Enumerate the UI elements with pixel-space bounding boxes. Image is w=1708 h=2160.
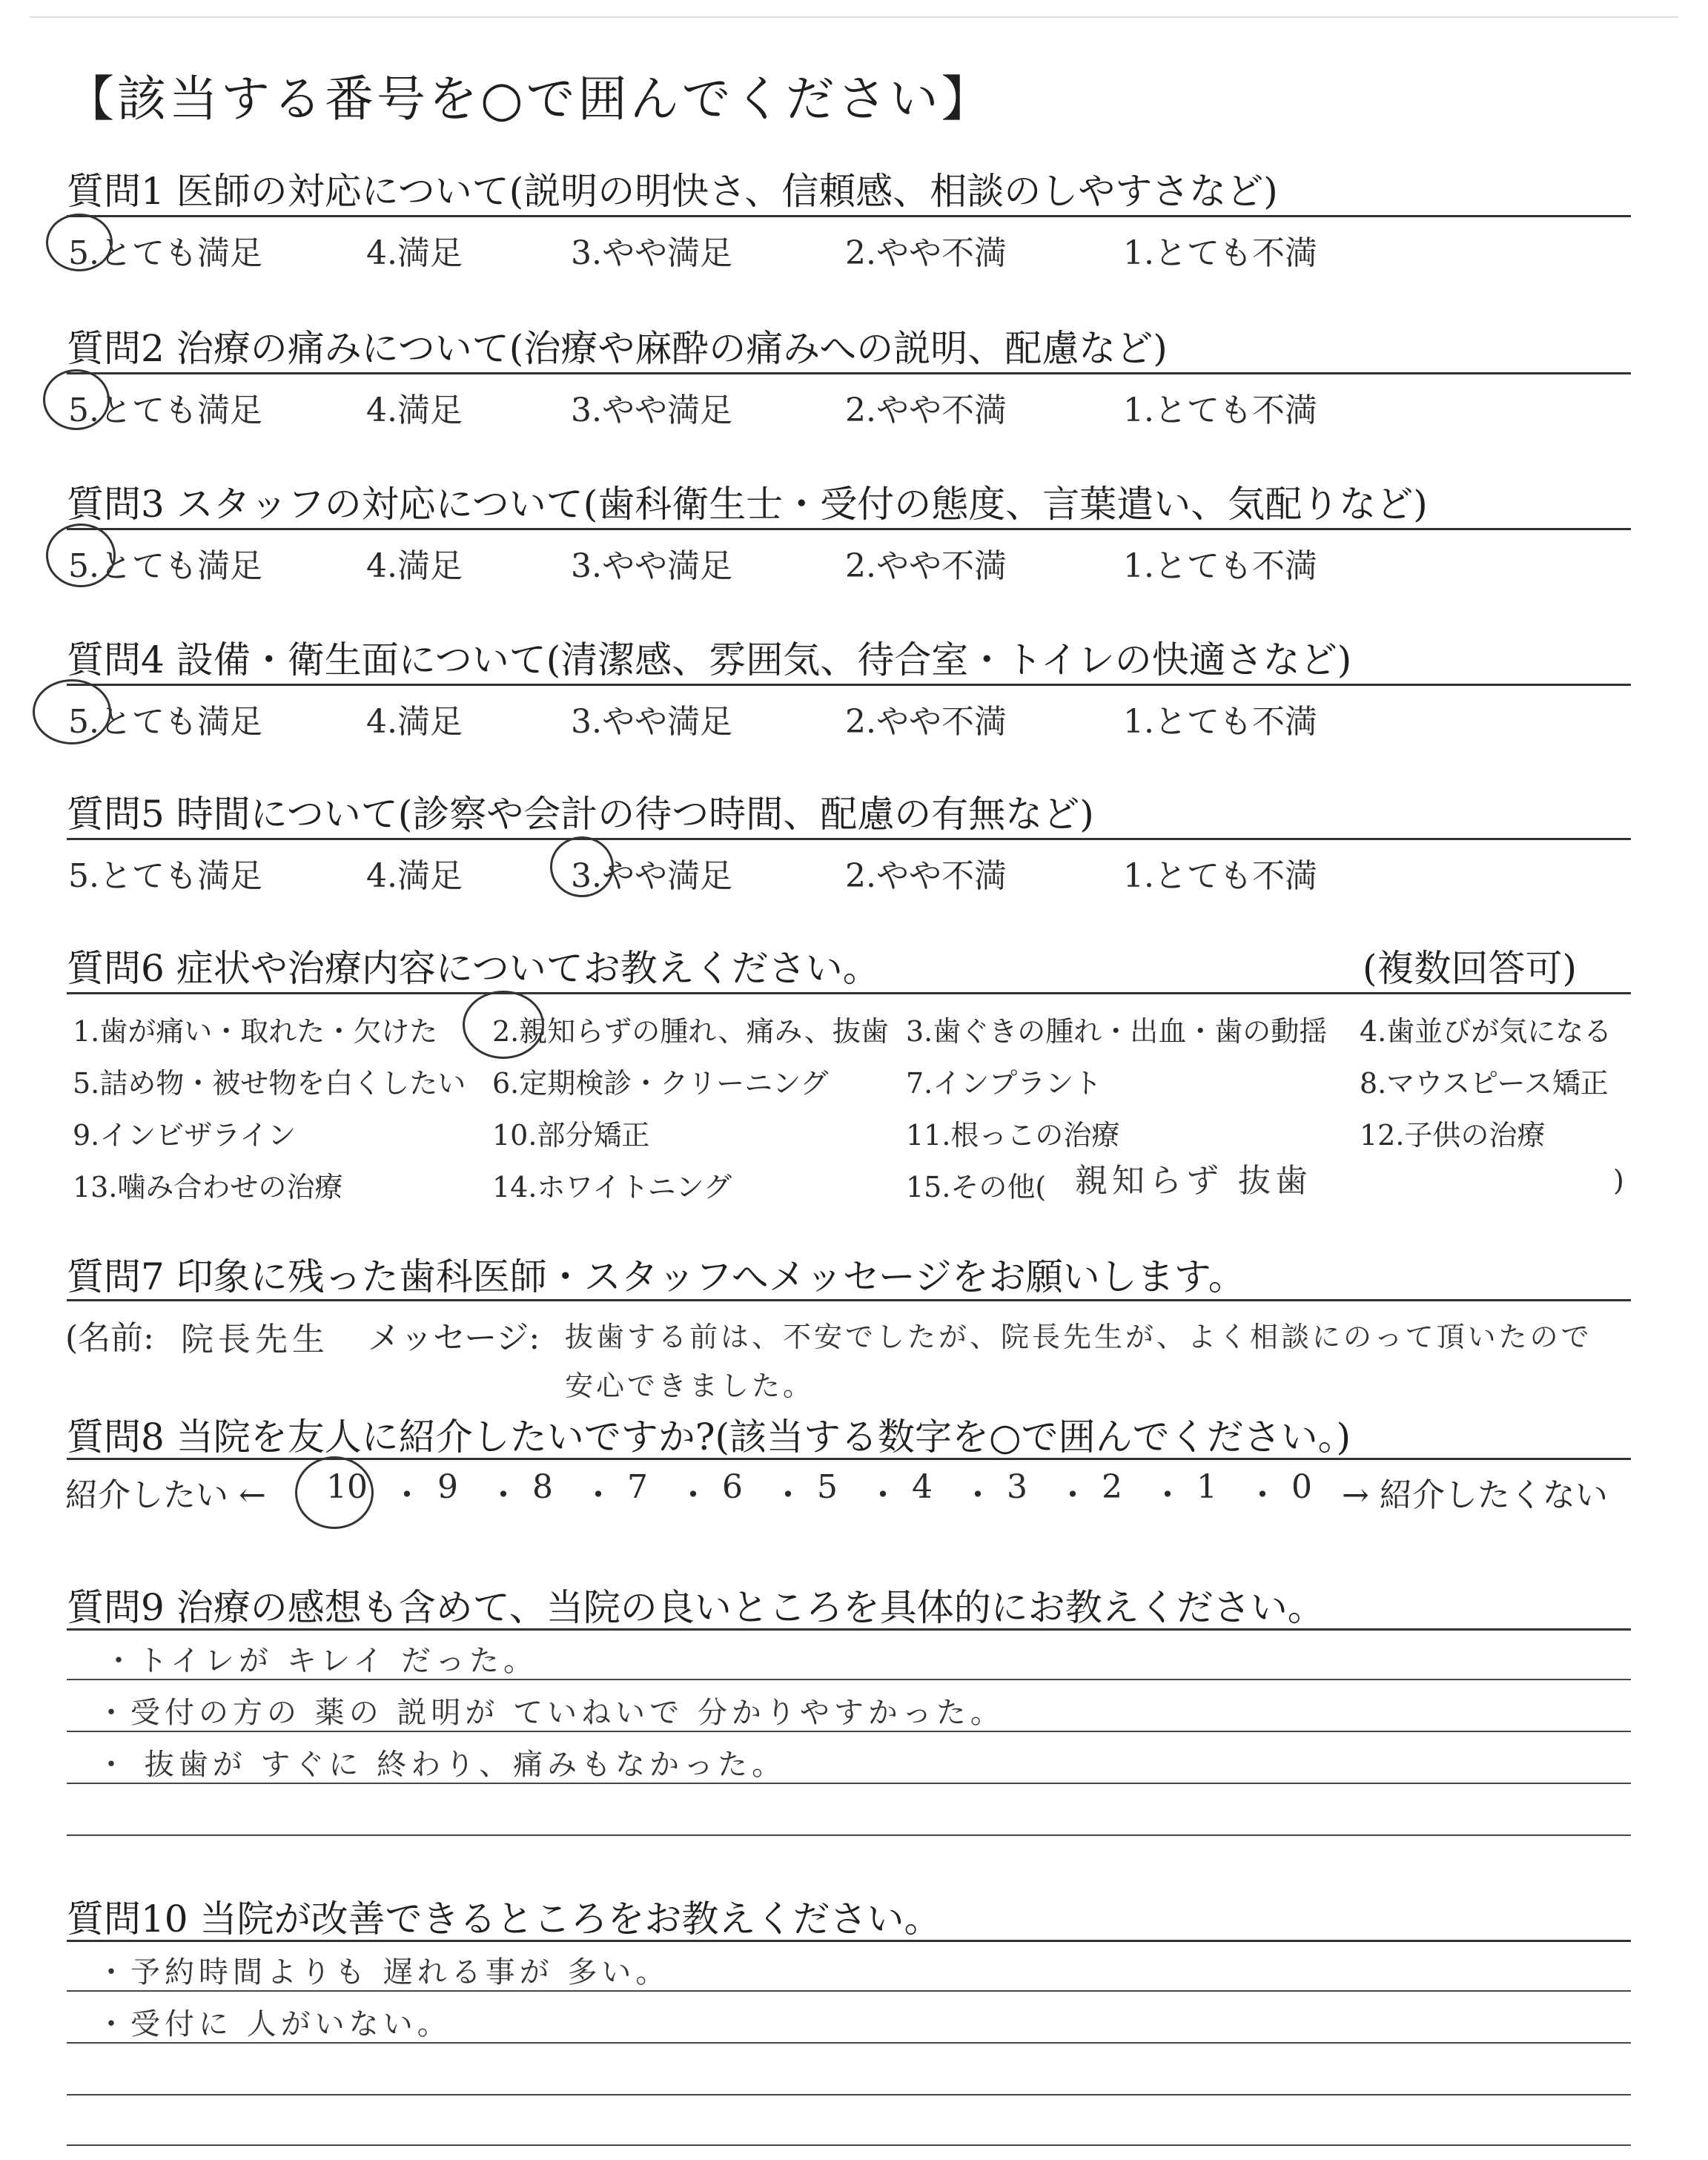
q6-other-close-paren: ) xyxy=(1613,1164,1624,1197)
q6-option-9[interactable]: 9.インビザライン xyxy=(73,1119,297,1152)
question-8-label: 質問8 当院を友人に紹介したいですか?(該当する数字を○で囲んでください。) xyxy=(67,1416,1351,1459)
q6-option-2[interactable]: 2.親知らずの腫れ、痛み、抜歯 xyxy=(492,1015,889,1048)
question-10-label: 質問10 当院が改善できるところをお教えください。 xyxy=(67,1898,941,1941)
q3-option-3[interactable]: 3.やや満足 xyxy=(571,547,732,585)
q5-option-4[interactable]: 4.満足 xyxy=(366,857,463,895)
q2-option-1[interactable]: 1.とても不満 xyxy=(1123,392,1317,429)
q6-option-11[interactable]: 11.根っこの治療 xyxy=(906,1119,1120,1152)
q8-separator: ・ xyxy=(487,1476,520,1514)
q6-option-7[interactable]: 7.インプラント xyxy=(906,1067,1102,1100)
q8-selection-circle xyxy=(295,1456,374,1529)
q8-separator: ・ xyxy=(867,1476,899,1514)
q1-selection-circle xyxy=(46,214,113,271)
q6-option-4[interactable]: 4.歯並びが気になる xyxy=(1360,1015,1612,1048)
q8-scale-9[interactable]: 9 xyxy=(437,1468,458,1506)
q8-separator: ・ xyxy=(1056,1476,1089,1514)
question-9-label: 質問9 治療の感想も含めて、当院の良いところを具体的にお教えください。 xyxy=(67,1586,1325,1629)
q6-selection-circle xyxy=(463,991,544,1059)
q8-separator: ・ xyxy=(677,1476,709,1514)
q4-option-3[interactable]: 3.やや満足 xyxy=(571,703,732,741)
q10-answer-line-1[interactable]: ・予約時間よりも 遅れる事が 多い。 xyxy=(96,1955,670,1989)
q8-separator: ・ xyxy=(961,1476,994,1514)
top-border xyxy=(30,16,1678,18)
question-7-rule xyxy=(67,1299,1631,1301)
q8-scale-0[interactable]: 0 xyxy=(1291,1468,1312,1506)
q9-answer-rule xyxy=(67,1731,1631,1732)
q2-option-3[interactable]: 3.やや満足 xyxy=(571,392,732,429)
q2-option-4[interactable]: 4.満足 xyxy=(366,392,463,429)
q7-message-line-1[interactable]: 抜歯する前は、不安でしたが、院長先生が、よく相談にのって頂いたので xyxy=(565,1321,1592,1353)
q8-separator: ・ xyxy=(1151,1476,1184,1514)
q10-answer-rule xyxy=(67,1990,1631,1992)
q6-option-10[interactable]: 10.部分矯正 xyxy=(492,1119,650,1152)
q4-option-1[interactable]: 1.とても不満 xyxy=(1123,703,1317,741)
q8-separator: ・ xyxy=(1246,1476,1279,1514)
q8-separator: ・ xyxy=(772,1476,804,1514)
q9-answer-rule xyxy=(67,1783,1631,1784)
q2-option-5[interactable]: 5.とても満足 xyxy=(68,392,262,429)
q9-answer-rule xyxy=(67,1679,1631,1680)
q5-selection-circle xyxy=(550,836,614,897)
q5-option-2[interactable]: 2.やや不満 xyxy=(845,857,1007,895)
q5-option-3[interactable]: 3.やや満足 xyxy=(571,857,732,895)
q8-left-label: 紹介したい ← xyxy=(65,1476,266,1514)
question-6-rule xyxy=(67,992,1631,994)
q1-option-2[interactable]: 2.やや不満 xyxy=(845,234,1007,272)
q8-scale-6[interactable]: 6 xyxy=(722,1468,743,1506)
q9-answer-line-1[interactable]: ・トイレが キレイ だった。 xyxy=(104,1644,538,1678)
q7-name-value[interactable]: 院長先生 xyxy=(181,1321,329,1358)
q6-option-12[interactable]: 12.子供の治療 xyxy=(1360,1119,1546,1152)
q5-option-1[interactable]: 1.とても不満 xyxy=(1123,857,1317,895)
q1-option-5[interactable]: 5.とても満足 xyxy=(68,234,262,272)
q10-answer-rule xyxy=(67,2094,1631,2095)
q6-option-6[interactable]: 6.定期検診・クリーニング xyxy=(492,1067,829,1100)
q9-answer-line-2[interactable]: ・受付の方の 薬の 説明が ていねいで 分かりやすかった。 xyxy=(96,1696,1004,1730)
q6-option-15[interactable]: 15.その他( xyxy=(906,1171,1047,1203)
question-1-rule xyxy=(67,215,1631,217)
q2-selection-circle xyxy=(43,369,110,430)
question-6-label: 質問6 症状や治療内容についてお教えください。 xyxy=(67,947,880,990)
question-4-rule xyxy=(67,684,1631,686)
q1-option-4[interactable]: 4.満足 xyxy=(366,234,463,272)
q8-scale-8[interactable]: 8 xyxy=(532,1468,553,1506)
question-10-rule xyxy=(67,1940,1631,1942)
question-7-label: 質問7 印象に残った歯科医師・スタッフへメッセージをお願いします。 xyxy=(67,1255,1245,1298)
q8-scale-1[interactable]: 1 xyxy=(1196,1468,1217,1506)
question-2-label: 質問2 治療の痛みについて(治療や麻酔の痛みへの説明、配慮など) xyxy=(67,327,1168,370)
question-3-label: 質問3 スタッフの対応について(歯科衛生士・受付の態度、言葉遣い、気配りなど) xyxy=(67,483,1428,526)
q8-scale-7[interactable]: 7 xyxy=(627,1468,648,1506)
form-title: 【該当する番号を○で囲んでください】 xyxy=(65,70,993,128)
q9-answer-line-3[interactable]: ・ 抜歯が すぐに 終わり、痛みもなかった。 xyxy=(96,1748,787,1782)
q6-option-3[interactable]: 3.歯ぐきの腫れ・出血・歯の動揺 xyxy=(906,1015,1328,1048)
q6-option-1[interactable]: 1.歯が痛い・取れた・欠けた xyxy=(73,1015,438,1048)
q9-answer-rule xyxy=(67,1834,1631,1836)
q4-option-4[interactable]: 4.満足 xyxy=(366,703,463,741)
question-4-label: 質問4 設備・衛生面について(清潔感、雰囲気、待合室・トイレの快適さなど) xyxy=(67,638,1352,681)
q8-scale-2[interactable]: 2 xyxy=(1102,1468,1122,1506)
q6-option-14[interactable]: 14.ホワイトニング xyxy=(492,1171,732,1203)
q10-answer-rule xyxy=(67,2042,1631,2044)
q1-option-3[interactable]: 3.やや満足 xyxy=(571,234,732,272)
q3-option-5[interactable]: 5.とても満足 xyxy=(68,547,262,585)
q3-option-2[interactable]: 2.やや不満 xyxy=(845,547,1007,585)
q6-option-8[interactable]: 8.マウスピース矯正 xyxy=(1360,1067,1609,1100)
q8-scale-10[interactable]: 10 xyxy=(326,1468,368,1506)
q8-right-label: → 紹介したくない xyxy=(1342,1476,1608,1514)
q2-option-2[interactable]: 2.やや不満 xyxy=(845,392,1007,429)
q10-answer-rule xyxy=(67,2144,1631,2146)
q3-selection-circle xyxy=(46,524,116,587)
q8-separator: ・ xyxy=(582,1476,615,1514)
q6-option-5[interactable]: 5.詰め物・被せ物を白くしたい xyxy=(73,1067,466,1100)
q4-selection-circle xyxy=(33,679,111,744)
question-5-label: 質問5 時間について(診察や会計の待つ時間、配慮の有無など) xyxy=(67,793,1094,836)
q8-separator: ・ xyxy=(391,1476,423,1514)
q6-other-handwritten[interactable]: 親知らず 抜歯 xyxy=(1075,1162,1312,1200)
q7-message-line-2[interactable]: 安心できました。 xyxy=(565,1370,815,1402)
q3-option-4[interactable]: 4.満足 xyxy=(366,547,463,585)
q10-answer-line-2[interactable]: ・受付に 人がいない。 xyxy=(96,2007,451,2041)
q1-option-1[interactable]: 1.とても不満 xyxy=(1123,234,1317,272)
question-2-rule xyxy=(67,372,1631,374)
q7-message-label: メッセージ: xyxy=(368,1319,540,1357)
q4-option-5[interactable]: 5.とても満足 xyxy=(68,703,262,741)
question-6-note: (複数回答可) xyxy=(1363,947,1578,990)
question-9-rule xyxy=(67,1628,1631,1631)
question-8-rule xyxy=(67,1458,1631,1460)
q8-scale-3[interactable]: 3 xyxy=(1007,1468,1027,1506)
q8-scale-4[interactable]: 4 xyxy=(912,1468,933,1506)
question-3-rule xyxy=(67,528,1631,530)
question-5-rule xyxy=(67,838,1631,840)
q5-option-5[interactable]: 5.とても満足 xyxy=(68,857,262,895)
q8-scale-5[interactable]: 5 xyxy=(817,1468,838,1506)
question-1-label: 質問1 医師の対応について(説明の明快さ、信頼感、相談のしやすさなど) xyxy=(67,170,1278,213)
q6-option-13[interactable]: 13.噛み合わせの治療 xyxy=(73,1171,343,1203)
q3-option-1[interactable]: 1.とても不満 xyxy=(1123,547,1317,585)
q7-name-label: (名前: xyxy=(65,1319,154,1357)
q4-option-2[interactable]: 2.やや不満 xyxy=(845,703,1007,741)
